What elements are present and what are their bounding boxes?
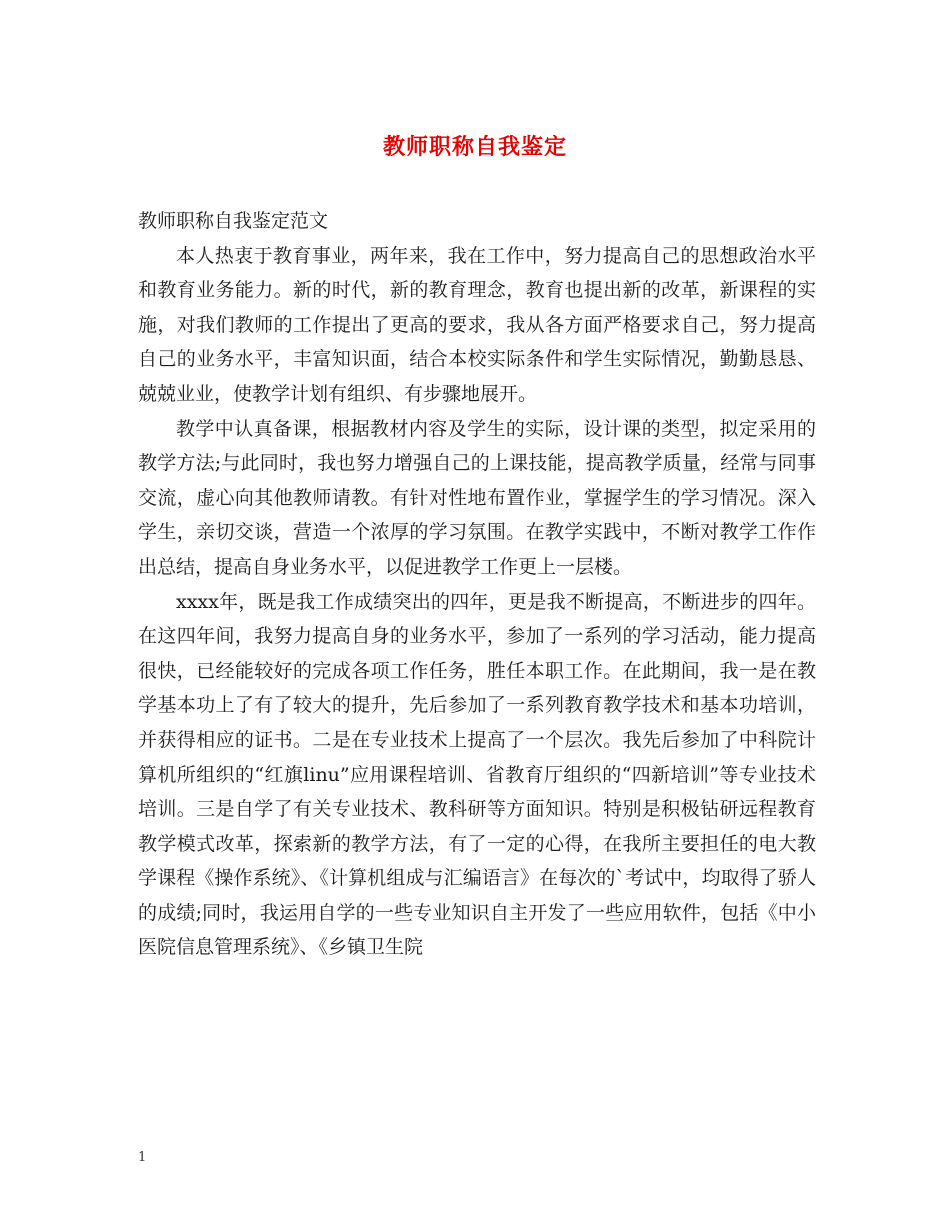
paragraph-1: 本人热衷于教育事业，两年来，我在工作中，努力提高自己的思想政治水平和教育业务能力。新的时代，新的教育理念，教育也提出新的改革，新课程的实施，对我们教师的工作提出了更高的要求，我从各方面严格要求自己，努力提高自己的业务水平，丰富知识面，结合本校实际条件和学生实际情况，勤勤恳恳、兢兢业业，使教学计划有组织、有步骤地展开。	[138, 244, 816, 405]
paragraph-3: xxxx年，既是我工作成绩突出的四年，更是我不断提高，不断进步的四年。在这四年间，我努力提高自身的业务水平，参加了一系列的学习活动，能力提高很快，已经能较好的完成各项工作任务，胜任本职工作。在此期间，我一是在教学基本功上了有了较大的提升，先后参加了一系列教育教学技术和基本功培训，并获得相应的证书。二是在专业技术上提高了一个层次。我先后参加了中科院计算机所组织的“红旗linu”应用课程培训、省教育厅组织的“四新培训”等专业技术培训。三是自学了有关专业技术、教科研等方面知识。特别是积极钻研远程教育教学模式改革，探索新的教学方法，有了一定的心得，在我所主要担任的电大教学课程《操作系统》、《计算机组成与汇编语言》在每次的`考试中，均取得了骄人的成绩;同时，我运用自学的一些专业知识自主开发了一些应用软件，包括《中小医院信息管理系统》、《乡镇卫生院	[138, 590, 816, 959]
document-body	[138, 204, 816, 965]
paragraph-2: 教学中认真备课，根据教材内容及学生的实际，设计课的类型，拟定采用的教学方法;与此同时，我也努力增强自己的上课技能，提高教学质量，经常与同事交流，虚心向其他教师请教。有针对性地布置作业，掌握学生的学习情况。深入学生，亲切交谈，营造一个浓厚的学习氛围。在教学实践中，不断对教学工作作出总结，提高自身业务水平，以促进教学工作更上一层楼。	[138, 417, 816, 578]
document-title: 教师职称自我鉴定	[382, 134, 567, 160]
page-number: 1	[138, 1150, 147, 1165]
document-subtitle: 教师职称自我鉴定范文	[138, 210, 329, 232]
